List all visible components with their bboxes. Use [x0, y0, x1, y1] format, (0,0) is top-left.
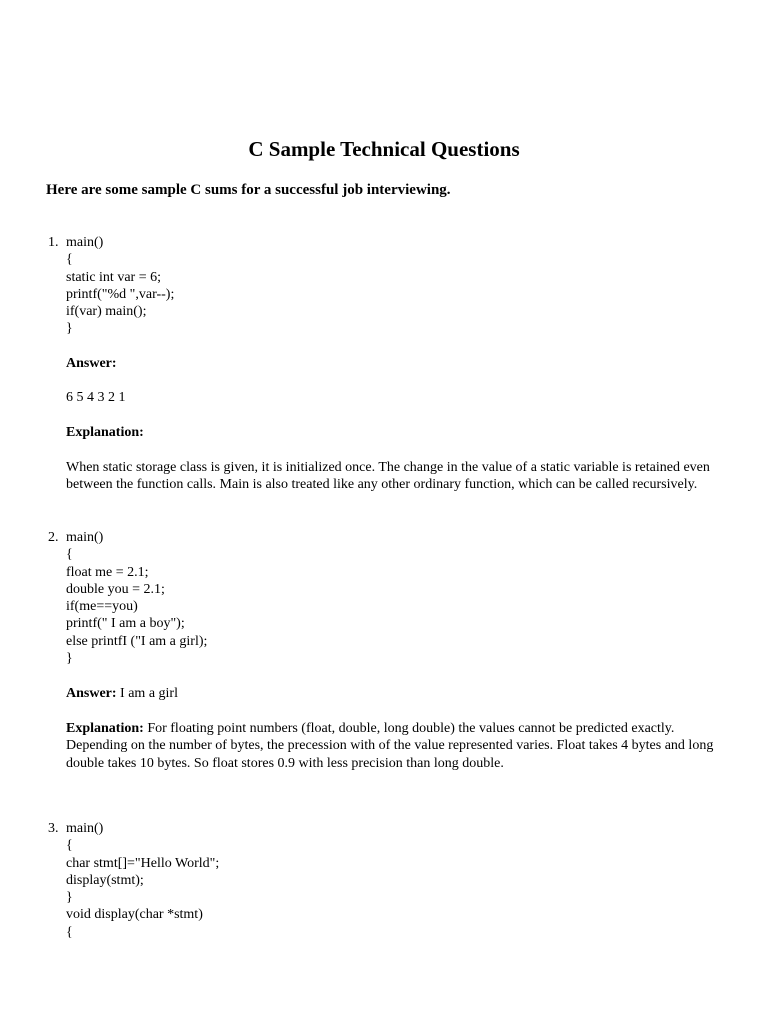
question-code — [66, 820, 726, 941]
code-line: if(me==you) — [66, 599, 138, 615]
code-line: else printfI ("I am a girl); — [66, 633, 208, 649]
code-line: { — [66, 838, 73, 854]
page-title: C Sample Technical Questions — [248, 137, 520, 161]
code-line: } — [66, 890, 73, 906]
code-line: printf(" I am a boy"); — [66, 616, 185, 632]
code-line: } — [66, 651, 73, 667]
code-line: static int var = 6; — [66, 269, 161, 285]
code-line: { — [66, 252, 73, 268]
explanation-label: Explanation: — [66, 425, 144, 440]
code-line: void display(char *stmt) — [66, 907, 203, 923]
page-subtitle: Here are some sample C sums for a successful job interviewing. — [46, 182, 451, 198]
explanation-text: When static storage class is given, it is initialized once. The change in the value of a static variable is retained even between the function calls. Main is also treated like any other ordinary function, which can be called recursively. — [66, 460, 710, 493]
code-line: { — [66, 924, 73, 940]
question-number: 3. — [48, 821, 59, 836]
code-line: char stmt[]="Hello World"; — [66, 855, 220, 871]
explanation — [66, 720, 726, 772]
question-number: 2. — [48, 530, 59, 545]
question-number: 1. — [48, 235, 59, 250]
code-line: if(var) main(); — [66, 304, 147, 320]
answer-label: Answer: — [66, 686, 117, 701]
answer — [66, 685, 726, 702]
answer-label: Answer: — [66, 356, 117, 371]
question-code — [66, 234, 726, 338]
question-code — [66, 529, 726, 667]
code-line: { — [66, 547, 73, 563]
code-line: } — [66, 321, 73, 337]
code-line: main() — [66, 530, 104, 545]
code-line: double you = 2.1; — [66, 581, 165, 597]
code-line: float me = 2.1; — [66, 564, 149, 580]
code-line: printf("%d ",var--); — [66, 286, 175, 302]
answer-text: I am a girl — [120, 686, 178, 701]
answer-text: 6 5 4 3 2 1 — [66, 390, 126, 405]
code-line: main() — [66, 821, 104, 836]
explanation-label: Explanation: — [66, 721, 144, 736]
explanation-text: For floating point numbers (float, double, long double) the values cannot be predicted exactly. Depending on the number of bytes, the precession with of the value represented varies. Float takes 4 bytes and long double takes 10 bytes. So float stores 0.9 with less precision than long double. — [66, 721, 714, 771]
code-line: display(stmt); — [66, 872, 144, 888]
code-line: main() — [66, 235, 104, 250]
